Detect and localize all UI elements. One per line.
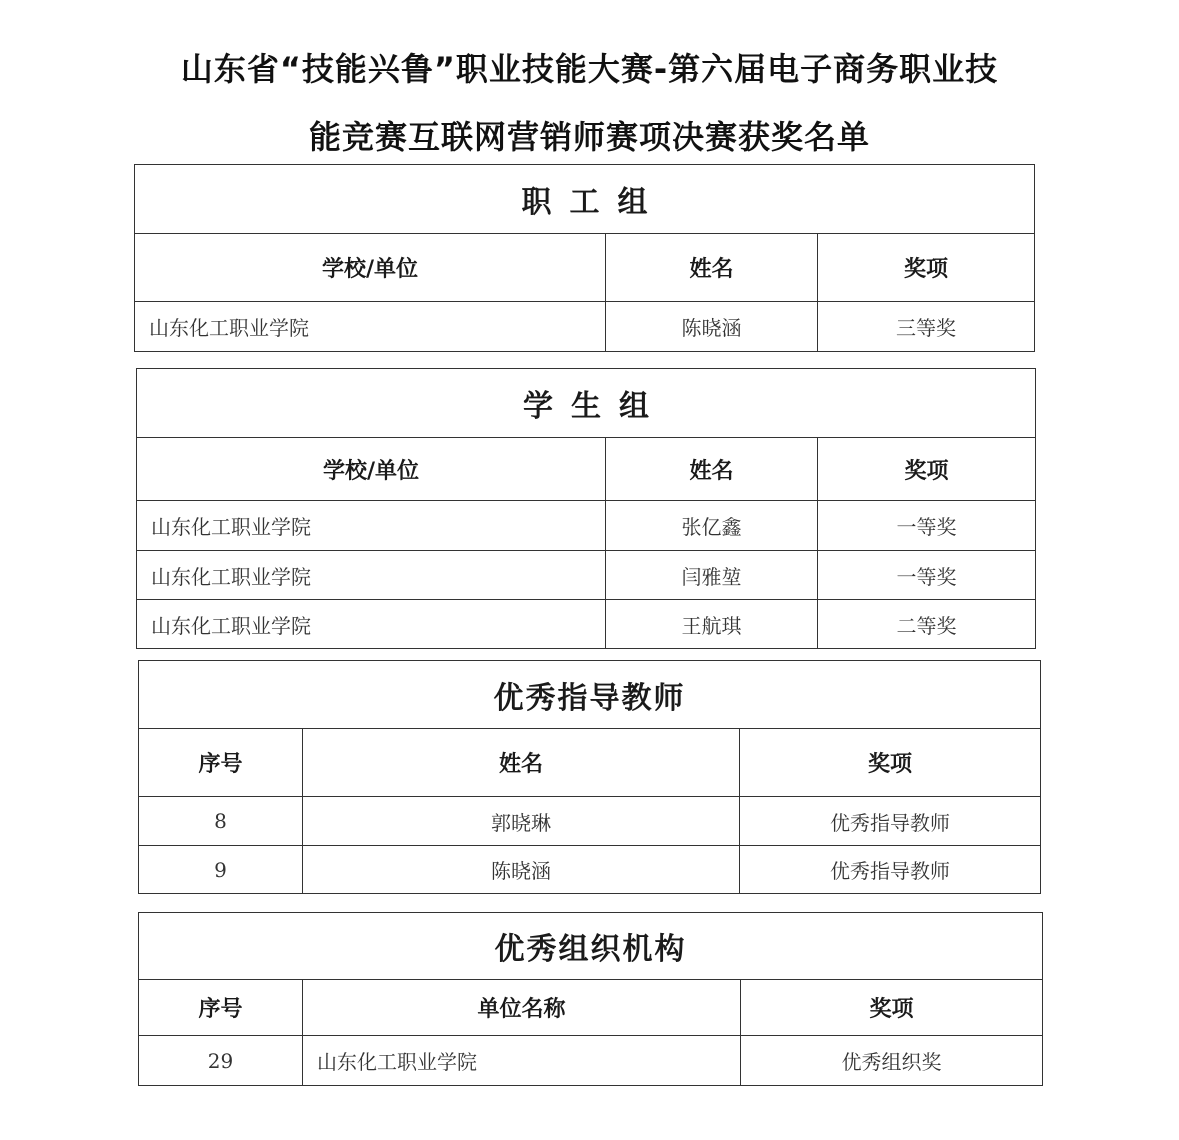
organizations-table (138, 912, 1043, 1086)
table-row (137, 600, 1036, 649)
student-group-heading: 学生组 (137, 369, 1036, 438)
teachers-heading: 优秀指导教师 (139, 661, 1041, 729)
staff-group-heading: 职工组 (135, 165, 1035, 234)
table-row (135, 302, 1035, 352)
award-cell: 优秀指导教师 (740, 846, 1041, 894)
school-cell: 山东化工职业学院 (137, 551, 606, 600)
award-cell: 优秀组织奖 (741, 1036, 1043, 1086)
column-header-award: 奖项 (818, 438, 1036, 501)
name-cell: 闫雅堃 (606, 551, 818, 600)
name-cell: 陈晓涵 (303, 846, 740, 894)
teachers-table (138, 660, 1041, 894)
column-header-number: 序号 (139, 980, 303, 1036)
unit-name-cell: 山东化工职业学院 (303, 1036, 741, 1086)
number-cell: 9 (139, 846, 303, 894)
column-header-school: 学校/单位 (135, 234, 606, 302)
document-title-line-2: 能竞赛互联网营销师赛项决赛获奖名单 (308, 118, 870, 156)
column-header-unit-name: 单位名称 (303, 980, 741, 1036)
award-cell: 一等奖 (818, 501, 1036, 551)
table-row (137, 551, 1036, 600)
organizations-heading: 优秀组织机构 (139, 913, 1043, 980)
column-header-name: 姓名 (606, 234, 818, 302)
table-row (137, 501, 1036, 551)
table-row (139, 1036, 1043, 1086)
column-header-name: 姓名 (303, 729, 740, 797)
column-header-award: 奖项 (741, 980, 1043, 1036)
staff-group-table (134, 164, 1035, 352)
award-cell: 优秀指导教师 (740, 797, 1041, 846)
column-header-school: 学校/单位 (137, 438, 606, 501)
award-cell: 二等奖 (818, 600, 1036, 649)
student-group-table (136, 368, 1036, 649)
column-header-name: 姓名 (606, 438, 818, 501)
column-header-award: 奖项 (740, 729, 1041, 797)
award-cell: 一等奖 (818, 551, 1036, 600)
name-cell: 郭晓琳 (303, 797, 740, 846)
name-cell: 陈晓涵 (606, 302, 818, 352)
column-header-number: 序号 (139, 729, 303, 797)
column-header-award: 奖项 (818, 234, 1035, 302)
document-title-line-1: 山东省“技能兴鲁”职业技能大赛-第六届电子商务职业技 (180, 50, 999, 88)
number-cell: 8 (139, 797, 303, 846)
name-cell: 王航琪 (606, 600, 818, 649)
school-cell: 山东化工职业学院 (135, 302, 606, 352)
school-cell: 山东化工职业学院 (137, 600, 606, 649)
name-cell: 张亿鑫 (606, 501, 818, 551)
award-cell: 三等奖 (818, 302, 1035, 352)
number-cell: 29 (139, 1036, 303, 1086)
table-row (139, 846, 1041, 894)
school-cell: 山东化工职业学院 (137, 501, 606, 551)
table-row (139, 797, 1041, 846)
